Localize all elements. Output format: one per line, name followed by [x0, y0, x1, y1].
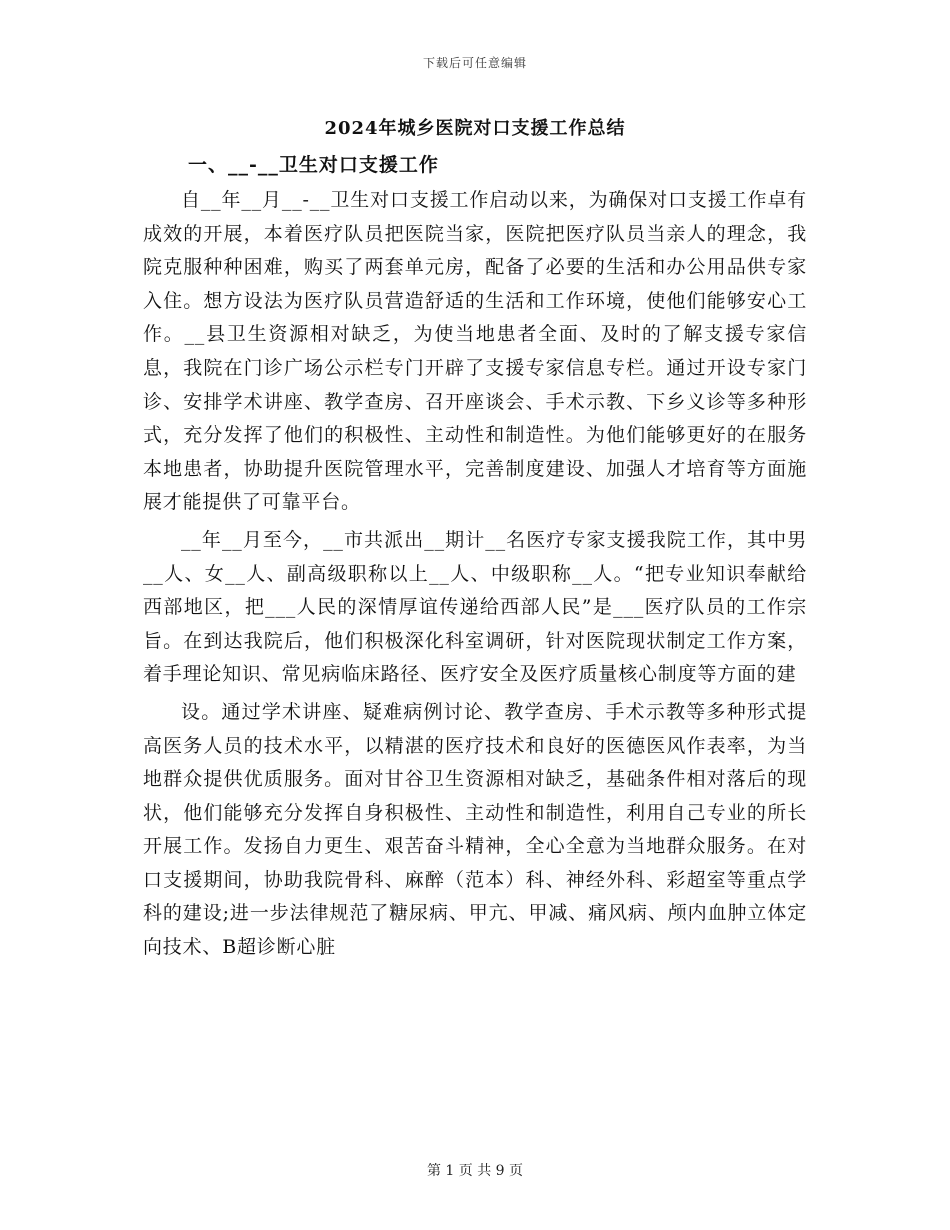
body-paragraph-1: 自__年__月__-__卫生对口支援工作启动以来，为确保对口支援工作卓有成效的开展，本着医疗队员把医院当家，医院把医疗队员当亲人的理念，我院克服种种困难，购买了两套单元房，配备了必要的生活和办公用品供专家入住。想方设法为医疗队员营造舒适的生活和工作环境，使他们能够安心工作。__县卫生资源相对缺乏，为使当地患者全面、及时的了解支援专家信息，我院在门诊广场公示栏专门开辟了支援专家信息专栏。通过开设专家门诊、安排学术讲座、教学查房、召开座谈会、手术示教、下乡义诊等多种形式，充分发挥了他们的积极性、主动性和制造性。为他们能够更好的在服务本地患者，协助提升医院管理水平，完善制度建设、加强人才培育等方面施展才能提供了可靠平台。 — [143, 189, 807, 514]
page-header-note: 下载后可任意编辑 — [422, 56, 527, 70]
section-heading: 一、__-__卫生对口支援工作 — [188, 154, 439, 176]
body-paragraph-2: __年__月至今，__市共派出__期计__名医疗专家支援我院工作，其中男__人、女__人、副高级职称以上__人、中级职称__人。“把专业知识奉献给西部地区，把___人民的深情厚谊传递给西部人民”是___医疗队员的工作宗旨。在到达我院后，他们积极深化科室调研，针对医院现状制定工作方案，着手理论知识、常见病临床路径、医疗安全及医疗质量核心制度等方面的建 — [143, 528, 807, 686]
document-title: 2024年城乡医院对口支援工作总结 — [324, 118, 626, 139]
body-paragraph-3: 设。通过学术讲座、疑难病例讨论、教学查房、手术示教等多种形式提高医务人员的技术水平，以精湛的医疗技术和良好的医德医风作表率，为当地群众提供优质服务。面对甘谷卫生资源相对缺乏，基础条件相对落后的现状，他们能够充分发挥自身积极性、主动性和制造性，利用自己专业的所长开展工作。发扬自力更生、艰苦奋斗精神，全心全意为当地群众服务。在对口支援期间，协助我院骨科、麻醉（范本）科、神经外科、彩超室等重点学科的建设;进一步法律规范了糖尿病、甲亢、甲减、痛风病、颅内血肿立体定向技术、B超诊断心脏 — [143, 700, 807, 959]
document-body — [143, 184, 807, 969]
page-number-footer: 第 1 页 共 9 页 — [426, 1163, 524, 1179]
